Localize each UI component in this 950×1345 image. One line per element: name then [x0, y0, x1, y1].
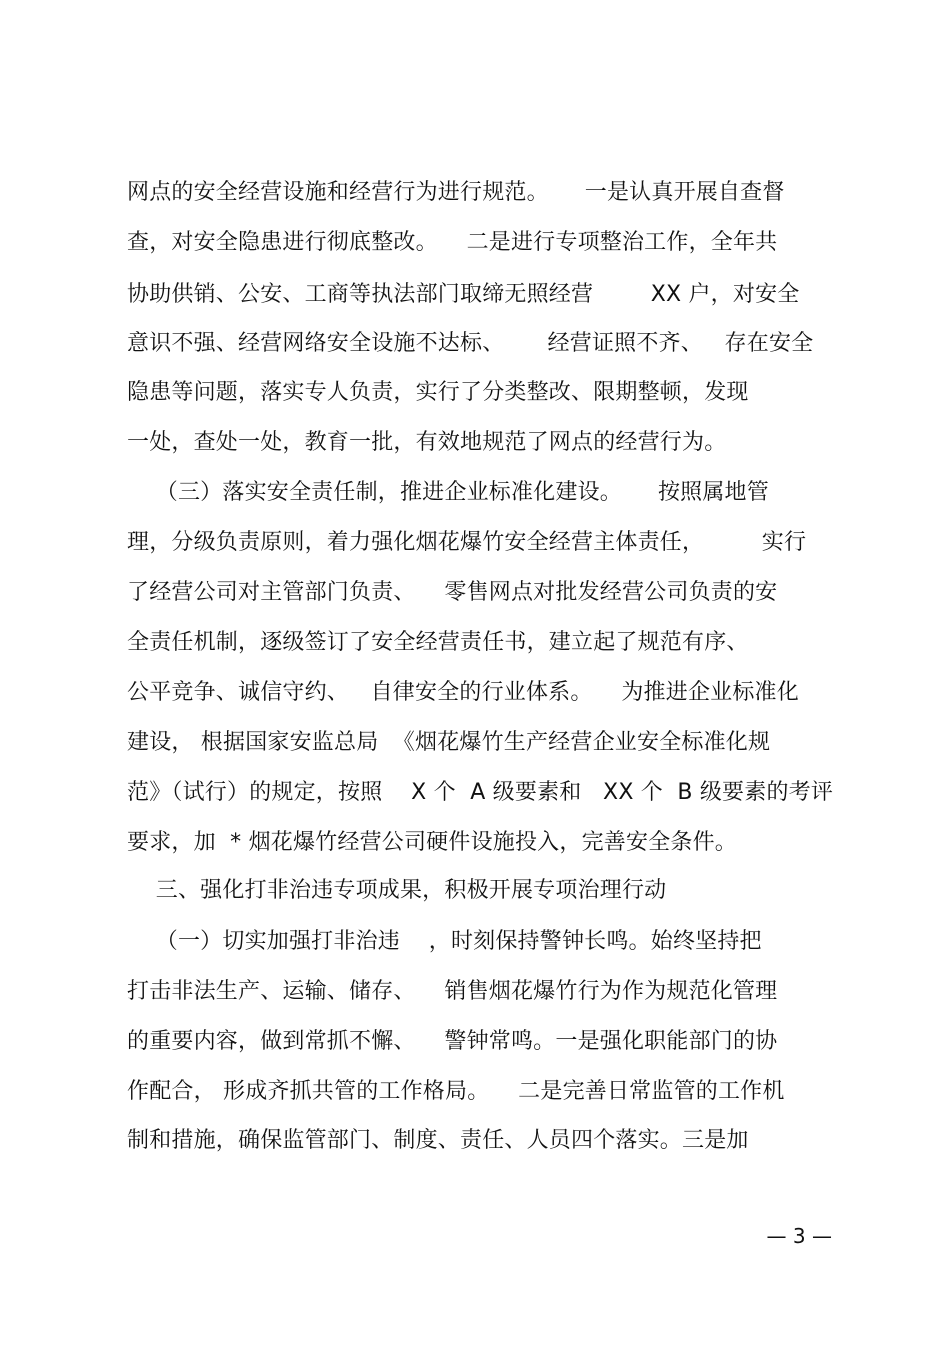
text-line: 范》（试行）的规定，按照 X 个 A 级要素和 XX 个 B 级要素的考评: [127, 780, 834, 805]
text-line: 查，对安全隐患进行彻底整改。 二是进行专项整治工作，全年共: [127, 230, 778, 255]
text-line: 理，分级负责原则，着力强化烟花爆竹安全经营主体责任， 实行: [127, 530, 807, 555]
text-line: 作配合， 形成齐抓共管的工作格局。 二是完善日常监管的工作机: [127, 1079, 785, 1104]
text-line: 了经营公司对主管部门负责、 零售网点对批发经营公司负责的安: [127, 580, 778, 605]
text-line: 隐患等问题，落实专人负责，实行了分类整改、限期整顿，发现: [127, 380, 749, 405]
section-heading: 三、强化打非治违专项成果，积极开展专项治理行动: [127, 878, 667, 903]
text-line: 建设， 根据国家安监总局 《烟花爆竹生产经营企业安全标准化规: [127, 730, 771, 755]
text-line: （一）切实加强打非治违 ，时刻保持警钟长鸣。始终坚持把: [127, 929, 762, 954]
text-line: 要求，加 * 烟花爆竹经营公司硬件设施投入，完善安全条件。: [127, 830, 737, 855]
text-line: 一处，查处一处，教育一批，有效地规范了网点的经营行为。: [127, 430, 727, 455]
text-line: 公平竞争、诚信守约、 自律安全的行业体系。 为推进企业标准化: [127, 680, 799, 705]
text-line: 制和措施，确保监管部门、制度、责任、人员四个落实。三是加: [127, 1128, 749, 1153]
text-line: 网点的安全经营设施和经营行为进行规范。 一是认真开展自查督: [127, 180, 785, 205]
text-line: （三）落实安全责任制，推进企业标准化建设。 按照属地管: [127, 480, 769, 505]
page-number: — 3 —: [766, 1224, 832, 1248]
text-line: 打击非法生产、运输、储存、 销售烟花爆竹行为作为规范化管理: [127, 979, 778, 1004]
text-line: 的重要内容，做到常抓不懈、 警钟常鸣。一是强化职能部门的协: [127, 1029, 778, 1054]
text-line: 意识不强、经营网络安全设施不达标、 经营证照不齐、 存在安全: [127, 331, 814, 356]
text-line: 协助供销、公安、工商等执法部门取缔无照经营 XX 户，对安全: [127, 282, 800, 307]
text-line: 全责任机制，逐级签订了安全经营责任书，建立起了规范有序、: [127, 630, 749, 655]
